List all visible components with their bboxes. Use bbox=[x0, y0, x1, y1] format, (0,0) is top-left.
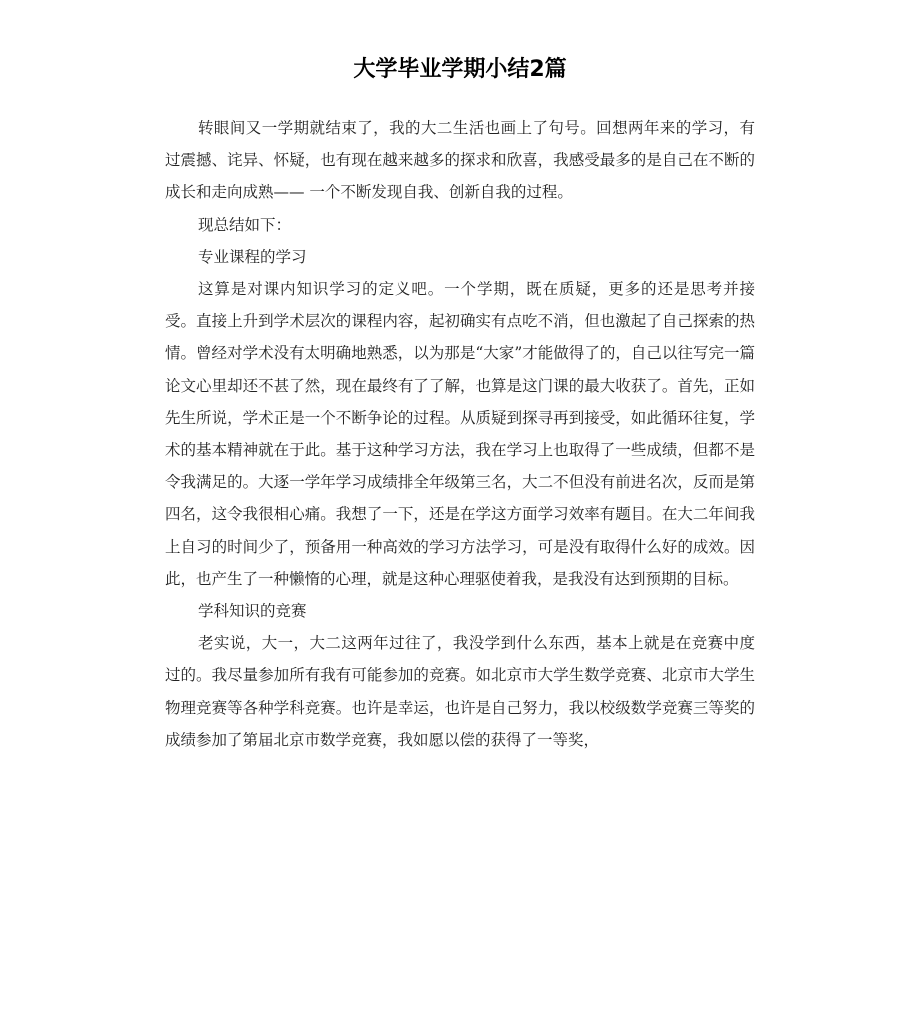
paragraph-courses: 这算是对课内知识学习的定义吧。一个学期，既在质疑，更多的还是思考并接受。直接上升到学术层次的课程内容，起初确实有点吃不消，但也激起了自己探索的热情。曾经对学术没有太明确地熟悉，以为那是“大家”才能做得了的，自己以往写完一篇论文心里却还不甚了然，现在最终有了了解，也算是这门课的最大收获了。首先，正如先生所说，学术正是一个不断争论的过程。从质疑到探寻再到接受，如此循环往复，学术的基本精神就在于此。基于这种学习方法，我在学习上也取得了一些成绩，但都不是令我满足的。大逐一学年学习成绩排全年级第三名，大二不但没有前进名次，反而是第四名，这令我很相心痛。我想了一下，还是在学这方面学习效率有题目。在大二年间我上自习的时间少了，预备用一种高效的学习方法学习，可是没有取得什么好的成效。因此，也产生了一种懒惰的心理，就是这种心理驱使着我，是我没有达到预期的目标。 bbox=[165, 280, 755, 588]
section-heading-courses: 专业课程的学习 bbox=[198, 247, 307, 266]
document-title: 大学毕业学期小结2篇 bbox=[353, 57, 567, 82]
paragraph-competitions: 老实说，大一，大二这两年过往了，我没学到什么东西，基本上就是在竞赛中度过的。我尽量参加所有我有可能参加的竞赛。如北京市大学生数学竞赛、北京市大学生物理竞赛等各种学科竞赛。也许是幸运，也许是自己努力，我以校级数学竞赛三等奖的成绩参加了第届北京市数学竞赛，我如愿以偿的获得了一等奖， bbox=[165, 634, 755, 749]
section-heading-competitions: 学科知识的竞赛 bbox=[198, 602, 307, 621]
document-body bbox=[165, 112, 755, 756]
paragraph-intro: 转眼间又一学期就结束了，我的大二生活也画上了句号。回想两年来的学习，有过震撼、诧异、怀疑，也有现在越来越多的探求和欣喜，我感受最多的是自己在不断的成长和走向成熟—— 一个不断发现自我、创新自我的过程。 bbox=[165, 119, 755, 202]
paragraph-summary-lead: 现总结如下： bbox=[198, 215, 292, 234]
